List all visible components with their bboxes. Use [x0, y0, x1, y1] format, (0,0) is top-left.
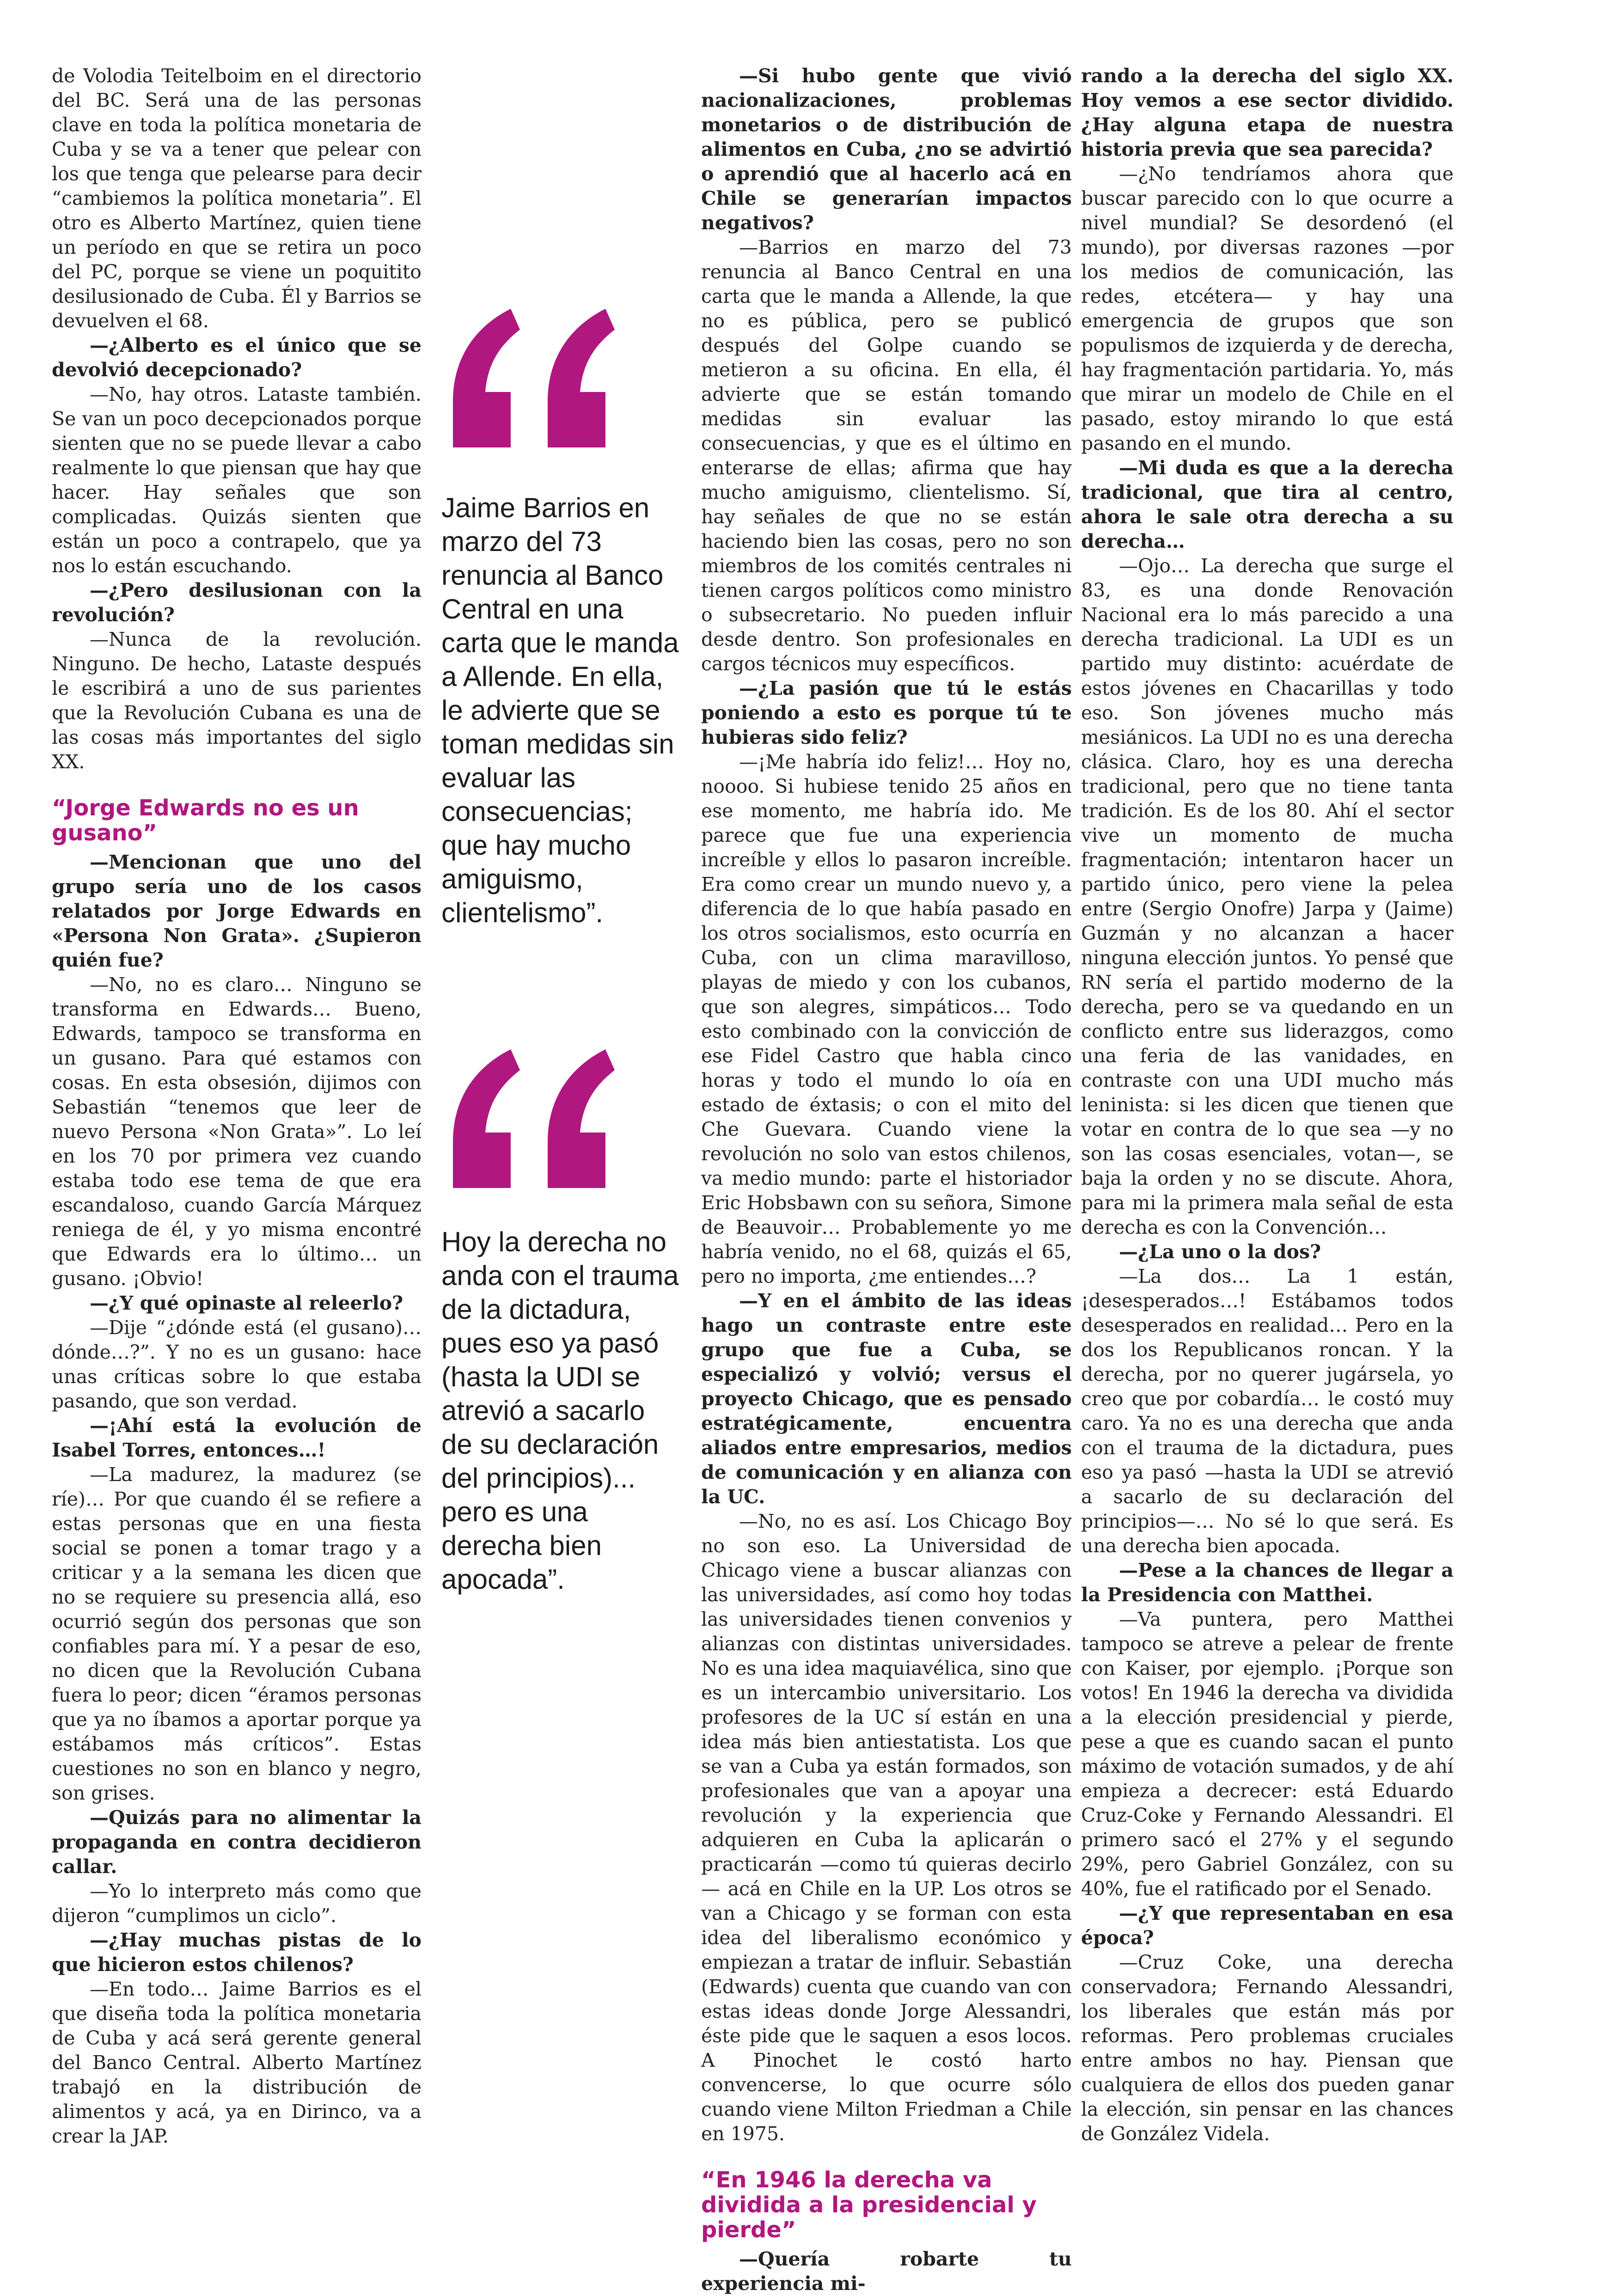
interview-question: rando a la derecha del siglo XX. Hoy vemos a ese sector dividido. ¿Hay alguna etapa de nuestra historia previa que sea parecida?	[1081, 65, 1454, 160]
interview-question: —Pese a la chances de llegar a la Presidencia con Matthei.	[1081, 1559, 1454, 1606]
interview-question: —¿Pero desilusionan con la revolución?	[52, 579, 422, 626]
interview-answer: —Nunca de la revolución. Ninguno. De hecho, Lataste después le escribirá a uno de sus parientes que la Revolución Cubana es una de las cosas más importantes del siglo XX.	[52, 628, 422, 773]
interview-answer: —La dos… La 1 están, ¡desesperados…! Estábamos todos desesperados en realidad… Pero en la dos los Republicanos roncan. Y la derecha, por no querer jugársela, yo creo que por cobardía… le costó muy caro. Ya no es una derecha que anda con el trauma de la dictadura, pues eso ya pasó —hasta la UDI se atrevió a sacarlo de su declaración del principios—… No sé lo que será. Es una derecha bien apocada.	[1081, 1265, 1454, 1557]
opening-quote-icon	[441, 309, 626, 447]
text-column-4	[1081, 64, 1454, 2146]
interview-answer: —Cruz Coke, una derecha conservadora; Fernando Alessandri, los liberales que están más por reformas. Pero problemas cruciales entre ambos no hay. Piensan que cualquiera de ellos dos pueden ganar la elección, sin pensar en las chances de González Videla.	[1081, 1951, 1454, 2145]
interview-answer: —Yo lo interpreto más como que dijeron “cumplimos un ciclo”.	[52, 1880, 422, 1927]
interview-answer: —No, no es así. Los Chicago Boy no son eso. La Universidad de Chicago viene a buscar alianzas con las universidades, así como hoy todas las universidades tienen convenios y alianzas con distintas universidades. No es una idea maquiavélica, sino que es un intercambio universitario. Los profesores de la UC sí están en una idea más bien antiestatista. Los que se van a Cuba ya están formados, son profesionales que van a apoyar una revolución y la experiencia que adquieren en Cuba la aplicarán o practicarán —como tú quieras decirlo— acá en Chile en la UP. Los otros se van a Chicago y se forman con esta idea del liberalismo económico y empiezan a tratar de influir. Sebastián (Edwards) cuenta que cuando van con estas ideas donde Jorge Alessandri, éste pide que le saquen a esos locos. A Pinochet le costó harto convencerse, lo que ocurre sólo cuando viene Milton Friedman a Chile en 1975.	[701, 1510, 1072, 2145]
interview-question: —Si hubo gente que vivió nacionalizaciones, problemas monetarios o de distribución de alimentos en Cuba, ¿no se advirtió o aprendió que al hacerlo acá en Chile se generarían impactos negativos?	[701, 65, 1072, 234]
interview-answer: —Dije “¿dónde está (el gusano)… dónde…?”. Y no es un gusano: hace unas críticas sobre lo que estaba pasando, que son verdad.	[52, 1316, 422, 1412]
interview-answer: de Volodia Teitelboim en el directorio del BC. Será una de las personas clave en toda la política monetaria de Cuba y se va a tener que pelear con los que tenga que pelearse para decir “cambiemos la política monetaria”. El otro es Alberto Martínez, quien tiene un período en que se retira un poco del PC, porque se viene un poquitito desilusionado de Cuba. Él y Barrios se devuelven el 68.	[52, 65, 422, 332]
section-heading: “En 1946 la derecha va dividida a la presidencial y pierde”	[701, 2167, 1037, 2243]
interview-answer: —¿No tendríamos ahora que buscar parecido con lo que ocurre a nivel mundial? Se desordenó (el mundo), por diversas razones —por los medios de comunicación, las redes, etcétera— y hay una emergencia de grupos que son populismos de izquierda y de derecha, hay fragmentación partidaria. Yo, más que mirar un modelo de Chile en el pasado, estoy mirando lo que está pasando en el mundo.	[1081, 163, 1454, 454]
interview-question: —Mencionan que uno del grupo sería uno de los casos relatados por Jorge Edwards en «Persona Non Grata». ¿Supieron quién fue?	[52, 851, 422, 971]
interview-answer: —En todo… Jaime Barrios es el que diseña toda la política monetaria de Cuba y acá será gerente general del Banco Central. Alberto Martínez trabajó en la distribución de alimentos y acá, ya en Dirinco, va a crear la JAP.	[52, 1978, 422, 2147]
quote-glyph-right	[548, 309, 615, 447]
interview-question: —Y en el ámbito de las ideas hago un contraste entre este grupo que fue a Cuba, se especializó y volvió; versus el proyecto Chicago, que es pensado estratégicamente, encuentra aliados entre empresarios, medios de comunicación y en alianza con la UC.	[701, 1290, 1072, 1508]
interview-answer: —No, no es claro… Ninguno se transforma en Edwards… Bueno, Edwards, tampoco se transforma en un gusano. Para qué estamos con cosas. En esta obsesión, dijimos con Sebastián “tenemos que leer de nuevo Persona «Non Grata»”. Lo leí en los 70 por primera vez cuando estaba todo ese tema de que era escandaloso, cuando García Márquez reniega de él, y yo misma encontré que Edwards era lo último… un gusano. ¡Obvio!	[52, 974, 422, 1290]
interview-question: —¿Y qué opinaste al releerlo?	[90, 1292, 403, 1314]
interview-question: —Quería robarte tu experiencia mi-	[701, 2248, 1072, 2295]
interview-question: —¿Hay muchas pistas de lo que hicieron estos chilenos?	[52, 1929, 422, 1976]
pull-quote-1: Jaime Barrios en marzo del 73 renuncia al Banco Central en una carta que le manda a Allende. En ella, le advierte que se toman medidas sin evaluar las consecuencias; que hay mucho amiguismo, clientelismo”.	[441, 492, 679, 928]
interview-answer: —No, hay otros. Lataste también. Se van un poco decepcionados porque sienten que no se puede llevar a cabo realmente lo que piensan que hay que hacer. Hay señales que son complicadas. Quizás sienten que están un poco a contrapelo, que ya nos lo están escuchando.	[52, 383, 422, 577]
interview-question: —Mi duda es que a la derecha tradicional, que tira al centro, ahora le sale otra derecha a su derecha…	[1081, 457, 1454, 552]
interview-answer: —Ojo… La derecha que surge el 83, es una donde Renovación Nacional era lo más parecido a una derecha tradicional. La UDI es un partido muy distinto: acuérdate de estos jóvenes en Chacarillas y todo eso. Son jóvenes mucho más mesiánicos. La UDI no es una derecha clásica. Claro, hoy es una derecha tradicional, pero que no tiene tanta tradición. Es de los 80. Ahí el sector vive un momento de mucha fragmentación; intentaron hacer un partido único, pero viene la pelea entre (Sergio Onofre) Jarpa y (Jaime) Guzmán y no alcanzan a hacer ninguna elección juntos. Yo pensé que RN sería el partido moderno de la derecha, pero se va quedando en un conflicto entre sus liderazgos, como una feria de las vanidades, en contraste con una UDI mucho más leninista: si les dicen que tienen que votar en contra de lo que sea —y no son las cosas esenciales, votan—, se baja la orden y no se discute. Ahora, para mi la primera mala señal de esta derecha es con la Convención…	[1081, 555, 1454, 1238]
interview-question: —¿Alberto es el único que se devolvió decepcionado?	[52, 334, 422, 381]
interview-question: —¿La uno o la dos?	[1119, 1241, 1321, 1263]
interview-question: —¿Y que representaban en esa época?	[1081, 1902, 1454, 1949]
interview-answer: —Barrios en marzo del 73 renuncia al Banco Central en una carta que le manda a Allende, la que no es pública, pero se publicó después del Golpe cuando se metieron a su oficina. En ella, él advierte que se están tomando medidas sin evaluar las consecuencias, y que es el último en enterarse de ellas; afirma que hay mucho amiguismo, clientelismo. Sí, hay señales de que no se están haciendo bien las cosas, pero no son miembros de los comités centrales ni tienen cargos políticos como ministro o subsecretario. No pueden influir desde dentro. Son profesionales en cargos técnicos muy específicos.	[701, 236, 1072, 675]
text-column-1	[52, 64, 422, 2149]
section-heading: “Jorge Edwards no es un gusano”	[52, 795, 359, 846]
quote-glyph-right	[548, 1049, 615, 1188]
quote-glyph-left	[453, 309, 520, 447]
interview-answer: —¡Me habría ido feliz!… Hoy no, noooo. Si hubiese tenido 25 años en ese momento, me habría ido. Me parece que fue una experiencia increíble y ellos lo pasaron increíble. Era como crear un mundo nuevo y, a diferencia de lo que había pasado en los otros socialismos, esto ocurría en Cuba, con un clima maravilloso, playas de miedo y con los cubanos, que son alegres, simpáticos… Todo esto combinado con la convicción de ese Fidel Castro que habla cinco horas y todo el mundo lo oía en estado de éxtasis; o con el mito del Che Guevara. Cuando viene la revolución no solo van estos chilenos, va medio mundo: parte el historiador Eric Hobsbawn con su señora, Simone de Beauvoir… Probablemente yo me habría venido, no el 68, quizás el 65, pero no importa, ¿me entiendes…?	[701, 751, 1072, 1287]
quote-glyph-left	[453, 1049, 520, 1188]
text-column-3	[701, 64, 1072, 2296]
interview-answer: —La madurez, la madurez (se ríe)… Por que cuando él se refiere a estas personas que en una fiesta social se ponen a tomar trago y a criticar y a la semana les dicen que no se requiere su presencia allá, eso ocurrió según dos personas que son confiables para mí. Y a pesar de eso, no dicen que la Revolución Cubana fuera lo peor; dicen “éramos personas que ya no íbamos a aportar porque ya estábamos más críticos”. Estas cuestiones no son en blanco y negro, son grises.	[52, 1463, 422, 1804]
interview-question: —Quizás para no alimentar la propaganda en contra decidieron callar.	[52, 1806, 422, 1878]
interview-answer: —Va puntera, pero Matthei tampoco se atreve a pelear de frente con Kaiser, por ejemplo. ¡Porque son votos! En 1946 la derecha va dividida a la elección presidencial y pierde, pese a que es cuando sacan el punto máximo de votación sumados, y de ahí empieza a decrecer: está Eduardo Cruz-Coke y Fernando Alessandri. El primero sacó el 27% y el segundo 29%, pero Gabriel González, con su 40%, fue el ratificado por el Senado.	[1081, 1608, 1454, 1900]
pull-quote-2: Hoy la derecha no anda con el trauma de la dictadura, pues eso ya pasó (hasta la UDI se atrevió a sacarlo de su declaración del principios)... pero es una derecha bien apocada”.	[441, 1226, 679, 1595]
interview-question: —¡Ahí está la evolución de Isabel Torres, entonces…!	[52, 1414, 422, 1461]
opening-quote-icon	[441, 1049, 626, 1188]
interview-question: —¿La pasión que tú le estás poniendo a esto es porque tú te hubieras sido feliz?	[701, 677, 1072, 748]
